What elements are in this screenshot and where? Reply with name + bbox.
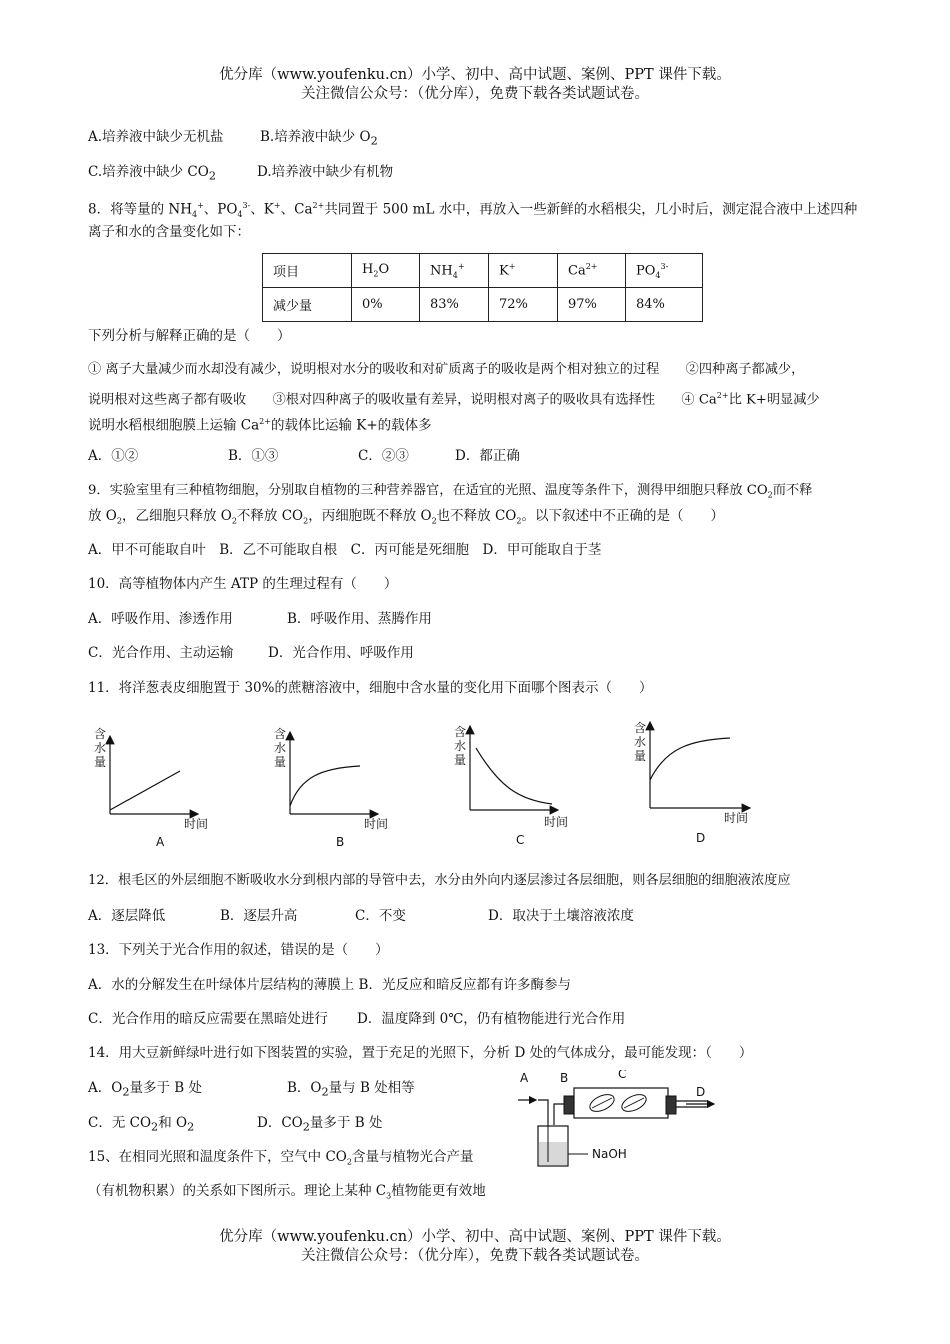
q8-explanation-line-2: 说明根对这些离子都有吸收 ③根对四种离子的吸收量有差异，说明根对离子的吸收具有选择性 ④ $Ca^{2+}$比 K+明显减少	[88, 391, 820, 408]
apparatus-label-a: A	[520, 1071, 529, 1085]
table-cell-k: 72%	[489, 288, 558, 322]
q14-option-c: C．无 $CO_2$和 $O_2$	[88, 1115, 195, 1134]
graph-c-y-label-3: 量	[454, 753, 467, 767]
graph-d-x-label: 时间	[724, 811, 749, 825]
apparatus-label-naoh: NaOH	[592, 1147, 627, 1161]
graph-b-curve	[290, 766, 360, 806]
q11-stem: 11．将洋葱表皮细胞置于 30%的蔗糖溶液中，细胞中含水量的变化用下面哪个图表示（ ）	[88, 680, 653, 696]
graph-a-curve	[110, 771, 180, 810]
q10-option-d: D．光合作用、呼吸作用	[268, 645, 414, 661]
header-line-1: 优分库（www.youfenku.cn）小学、初中、高中试题、案例、PPT 课件下载。	[219, 67, 731, 83]
table-header-po4: $PO_4^{3-}$	[626, 254, 703, 288]
graph-a-letter: A	[156, 835, 165, 849]
table-header-h2o: $H_2O$	[352, 254, 420, 288]
q12-stem: 12．根毛区的外层细胞不断吸收水分到根内部的导管中去，水分由外向内逐层渗过各层细胞，则各层细胞的细胞液浓度应	[88, 873, 791, 888]
q14-option-d: D．$CO_2$量多于 B 处	[257, 1115, 383, 1134]
graph-b-y-label-2: 水	[274, 741, 287, 755]
table-header-k: K+	[489, 254, 558, 288]
q15-stem-line-2: （有机物积累）的关系如下图所示。理论上某种 $C_3$植物能更有效地	[88, 1183, 486, 1201]
q9-stem-line-2: 放 $O_2$，乙细胞只释放 $O_2$不释放 $CO_2$，丙细胞既不释放 $O_2$也不释放 $CO_2$。以下叙述中不正确的是（ ）	[88, 508, 724, 526]
q7-option-b: B.培养液中缺少 $O_2$	[260, 129, 378, 148]
graph-c-x-label: 时间	[544, 815, 569, 829]
q8-option-a: A．①②	[88, 448, 139, 464]
apparatus-label-d: D	[696, 1085, 706, 1099]
table-header-ca: $Ca^{2+}$	[558, 254, 626, 288]
q13-stem: 13．下列关于光合作用的叙述，错误的是（ ）	[88, 942, 389, 958]
footer-line-1: 优分库（www.youfenku.cn）小学、初中、高中试题、案例、PPT 课件下载。	[219, 1229, 731, 1245]
ion-reduction-table	[262, 253, 703, 322]
apparatus-label-b: B	[560, 1071, 569, 1085]
header-line-2: 关注微信公众号：（优分库），免费下载各类试题试卷。	[301, 86, 649, 102]
leaf-chamber	[574, 1088, 668, 1118]
q12-option-b: B．逐层升高	[220, 908, 298, 924]
graph-b-y-label-1: 含	[274, 727, 287, 741]
graph-c	[454, 725, 568, 847]
table-cell-po4: 84%	[626, 288, 703, 322]
q8-stem-line-2: 离子和水的含量变化如下：	[88, 224, 250, 240]
table-cell-nh4: 83%	[420, 288, 489, 322]
q13-option-c: C．光合作用的暗反应需要在黑暗处进行	[88, 1011, 328, 1027]
table-row	[263, 288, 703, 322]
q8-option-c: C．②③	[358, 448, 409, 464]
q12-option-a: A．逐层降低	[88, 908, 166, 924]
footer-line-2: 关注微信公众号：（优分库），免费下载各类试题试卷。	[301, 1248, 649, 1264]
graph-a	[94, 727, 208, 849]
table-header-nh4: $NH_4^+$	[420, 254, 489, 288]
graph-b	[274, 727, 388, 849]
q15-stem-line-1: 15、在相同光照和温度条件下，空气中 $CO_2$含量与植物光合产量	[88, 1149, 474, 1167]
graph-d-y-label-3: 量	[634, 749, 647, 763]
table-header-item: 项目	[263, 254, 352, 288]
graph-c-letter: C	[516, 833, 525, 847]
q8-option-d: D．都正确	[455, 448, 520, 464]
q10-option-a: A．呼吸作用、渗透作用	[88, 611, 233, 627]
graph-c-y-label-1: 含	[454, 725, 467, 739]
q8-stem-line-1: 8．将等量的 $NH_4^+$、$PO_4^{3-}$、K+、$Ca^{2+}$共同置于 500 mL 水中，再放入一些新鲜的水稻根尖，几小时后，测定混合液中上述四种	[88, 201, 858, 220]
q7-option-a: A.培养液中缺少无机盐	[88, 129, 224, 145]
q9-stem-line-1: 9．实验室里有三种植物细胞，分别取自植物的三种营养器官，在适宜的光照、温度等条件下，测得甲细胞只释放 $CO_2$而不释	[88, 483, 813, 500]
graph-d-y-label-2: 水	[634, 735, 647, 749]
q13-option-ab: A．水的分解发生在叶绿体片层结构的薄膜上 B．光反应和暗反应都有许多酶参与	[88, 977, 571, 993]
q14-apparatus-diagram	[508, 1070, 720, 1174]
q14-stem: 14．用大豆新鲜绿叶进行如下图装置的实验，置于充足的光照下，分析 D 处的气体成分，最可能发现：（ ）	[88, 1045, 753, 1061]
graph-a-x-label: 时间	[184, 817, 209, 831]
table-cell-h2o: 0%	[352, 288, 420, 322]
table-header-row	[263, 254, 703, 288]
graph-c-y-label-2: 水	[454, 739, 467, 753]
q9-options: A．甲不可能取自叶 B．乙不可能取自根 C．丙可能是死细胞 D．甲可能取自于茎	[88, 542, 602, 558]
q8-prompt: 下列分析与解释正确的是（ ）	[88, 328, 291, 344]
graph-d-y-label-1: 含	[634, 721, 647, 735]
q8-explanation-line-1: ① 离子大量减少而水却没有减少，说明根对水分的吸收和对矿质离子的吸收是两个相对独立的过程 ②四种离子都减少，	[88, 362, 805, 377]
q12-option-c: C．不变	[355, 908, 406, 924]
q14-option-a: A．$O_2$量多于 B 处	[88, 1080, 203, 1099]
q10-option-c: C．光合作用、主动运输	[88, 645, 234, 661]
table-row-label: 减少量	[263, 288, 352, 322]
graph-a-y-label-3: 量	[94, 755, 107, 769]
graph-a-y-label-1: 含	[94, 727, 107, 741]
q10-stem: 10．高等植物体内产生 ATP 的生理过程有（ ）	[88, 576, 398, 592]
graph-a-y-label-2: 水	[94, 741, 107, 755]
q14-option-b: B．$O_2$量与 B 处相等	[287, 1080, 415, 1099]
q8-option-b: B．①③	[228, 448, 279, 464]
q7-option-d: D.培养液中缺少有机物	[257, 164, 394, 180]
graph-c-curve	[476, 748, 552, 804]
graph-d	[634, 721, 750, 845]
q11-graphs	[80, 718, 760, 858]
graph-d-curve	[650, 738, 730, 780]
q7-option-c: C.培养液中缺少 $CO_2$	[88, 164, 216, 183]
q10-option-b: B．呼吸作用、蒸腾作用	[287, 611, 432, 627]
graph-b-letter: B	[336, 835, 345, 849]
apparatus-label-c: C	[618, 1070, 627, 1081]
graph-b-x-label: 时间	[364, 817, 389, 831]
q12-option-d: D．取决于土壤溶液浓度	[488, 908, 634, 924]
table-cell-ca: 97%	[558, 288, 626, 322]
q13-option-d: D．温度降到 0℃，仍有植物能进行光合作用	[357, 1011, 626, 1027]
q8-explanation-line-3: 说明水稻根细胞膜上运输 $Ca^{2+}$的载体比运输 K+的载体多	[88, 417, 432, 434]
graph-b-y-label-3: 量	[274, 755, 287, 769]
graph-d-letter: D	[696, 831, 706, 845]
